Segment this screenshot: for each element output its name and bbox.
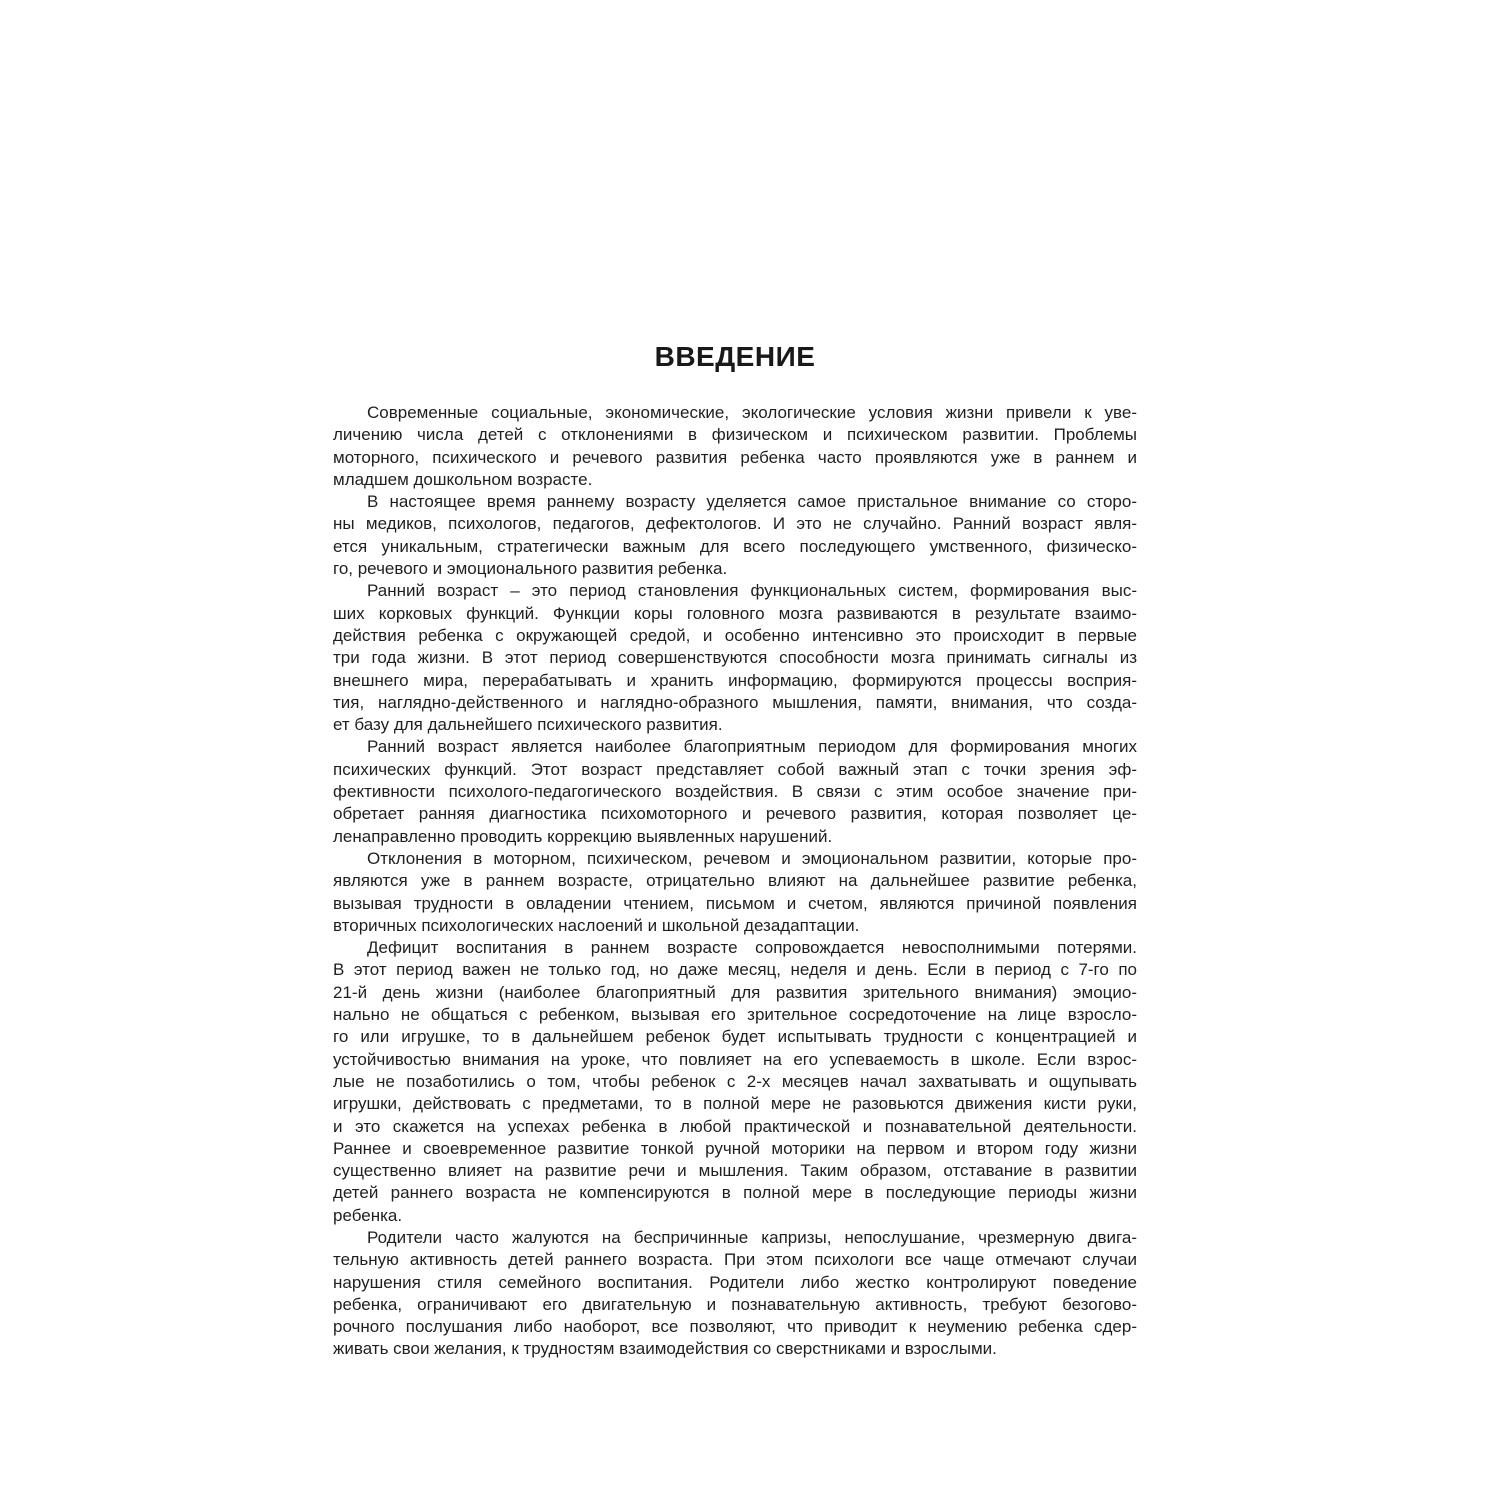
text-line: вторичных психологических наслоений и школьной дезадаптации. xyxy=(333,915,860,935)
paragraph xyxy=(333,580,1137,736)
document-body xyxy=(333,402,1137,1361)
paragraph xyxy=(333,491,1137,580)
text-line: фективности психолого-педагогического воздействия. В связи с этим особое значение при- xyxy=(333,782,1137,802)
text-line: В этот период важен не только год, но даже месяц, неделя и день. Если в период с 7-го по xyxy=(333,960,1137,980)
text-line: Ранний возраст является наиболее благоприятным периодом для формирования многих xyxy=(367,737,1137,757)
text-line: тельную активность детей раннего возраста. При этом психологи все чаще отмечают случаи xyxy=(333,1250,1137,1270)
text-line: существенно влияет на развитие речи и мышления. Таким образом, отставание в развитии xyxy=(333,1161,1137,1181)
text-line: В настоящее время раннему возрасту уделяется самое пристальное внимание со сторо- xyxy=(367,492,1137,512)
text-line: ется уникальным, стратегически важным для всего последующего умственного, физическо- xyxy=(333,536,1137,556)
text-line: детей раннего возраста не компенсируются в полной мере в последующие периоды жизни xyxy=(333,1183,1137,1203)
text-line: ны медиков, психологов, педагогов, дефектологов. И это не случайно. Ранний возраст явля- xyxy=(333,514,1137,534)
text-line: ших корковых функций. Функции коры головного мозга развиваются в результате взаимо- xyxy=(333,603,1137,623)
text-line: Отклонения в моторном, психическом, речевом и эмоциональном развитии, которые про- xyxy=(367,848,1137,868)
paragraph xyxy=(333,402,1137,491)
paragraph xyxy=(333,736,1137,847)
text-line: личению числа детей с отклонениями в физическом и психическом развитии. Проблемы xyxy=(333,425,1137,445)
text-line: Дефицит воспитания в раннем возрасте сопровождается невосполнимыми потерями. xyxy=(367,938,1137,958)
text-line: нарушения стиля семейного воспитания. Родители либо жестко контролируют поведение xyxy=(333,1272,1137,1292)
text-line: го или игрушке, то в дальнейшем ребенок будет испытывать трудности с концентрацией и xyxy=(333,1027,1137,1047)
text-line: 21-й день жизни (наиболее благоприятный для развития зрительного внимания) эмоцио- xyxy=(333,982,1137,1002)
text-line: Ранний возраст – это период становления функциональных систем, формирования выс- xyxy=(367,581,1137,601)
text-line: игрушки, действовать с предметами, то в полной мере не разовьются движения кисти руки, xyxy=(333,1094,1137,1114)
text-line: Родители часто жалуются на беспричинные капризы, непослушание, чрезмерную двига- xyxy=(367,1227,1137,1247)
paragraph xyxy=(333,1227,1137,1361)
text-line: моторного, психического и речевого развития ребенка часто проявляются уже в раннем и xyxy=(333,447,1137,467)
text-line: нально не общаться с ребенком, вызывая его зрительное сосредоточение на лице взросло- xyxy=(333,1005,1137,1025)
text-line: тия, наглядно-действенного и наглядно-образного мышления, памяти, внимания, что созда- xyxy=(333,692,1137,712)
text-line: устойчивостью внимания на уроке, что повлияет на его успеваемость в школе. Если взрос- xyxy=(333,1049,1137,1069)
text-line: лые не позаботились о том, чтобы ребенок с 2-х месяцев начал захватывать и ощупывать xyxy=(333,1071,1137,1091)
text-line: обретает ранняя диагностика психомоторного и речевого развития, которая позволяет це- xyxy=(333,804,1137,824)
text-line: психических функций. Этот возраст представляет собой важный этап с точки зрения эф- xyxy=(333,759,1137,779)
text-line: и это скажется на успехах ребенка в любой практической и познавательной деятельности. xyxy=(333,1116,1137,1136)
text-line: Современные социальные, экономические, экологические условия жизни привели к уве- xyxy=(367,403,1137,422)
text-line: внешнего мира, перерабатывать и хранить информацию, формируются процессы восприя- xyxy=(333,670,1137,690)
page-title: ВВЕДЕНИЕ xyxy=(654,341,816,372)
text-line: ребенка, ограничивают его двигательную и познавательную активность, требуют безогово- xyxy=(333,1294,1137,1314)
text-line: действия ребенка с окружающей средой, и особенно интенсивно это происходит в первые xyxy=(333,625,1137,645)
text-line: ленаправленно проводить коррекцию выявленных нарушений. xyxy=(333,826,833,846)
text-line: рочного послушания либо наоборот, все позволяют, что приводит к неумению ребенка сдер- xyxy=(333,1317,1137,1337)
text-line: Раннее и своевременное развитие тонкой ручной моторики на первом и втором году жизни xyxy=(333,1138,1137,1158)
text-line: ет базу для дальнейшего психического развития. xyxy=(333,715,723,735)
text-line: три года жизни. В этот период совершенствуются способности мозга принимать сигналы из xyxy=(333,648,1137,668)
paragraph xyxy=(333,848,1137,937)
text-line: живать свои желания, к трудностям взаимодействия со сверстниками и взрослыми. xyxy=(333,1339,997,1359)
text-line: го, речевого и эмоционального развития ребенка. xyxy=(333,559,728,579)
paragraph xyxy=(333,937,1137,1227)
text-line: являются уже в раннем возрасте, отрицательно влияют на дальнейшее развитие ребенка, xyxy=(333,871,1137,891)
text-column xyxy=(333,342,1137,1361)
text-line: вызывая трудности в овладении чтением, письмом и счетом, являются причиной появления xyxy=(333,893,1137,913)
text-line: ребенка. xyxy=(333,1205,403,1225)
text-line: младшем дошкольном возрасте. xyxy=(333,469,593,489)
